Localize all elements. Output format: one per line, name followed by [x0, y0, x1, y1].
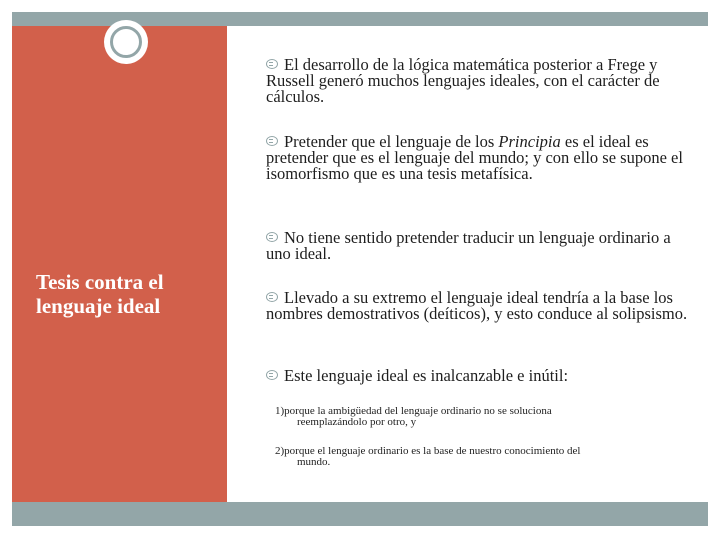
bullet-icon: [266, 59, 278, 69]
bullet-icon: [266, 136, 278, 146]
title-panel: [12, 26, 227, 502]
bullet-icon: [266, 292, 278, 302]
bullet-2: Pretender que el lenguaje de los Principia es el ideal es pretender que es el lenguaje del mundo; y con ello se supone el isomorfismo que es una tesis metafísica.: [266, 132, 683, 183]
bullet-icon: [266, 370, 278, 380]
bullet-4: Llevado a su extremo el lenguaje ideal tendría a la base los nombres demostrativos (deíticos), y esto conduce al solipsismo.: [266, 288, 688, 323]
subpoint-1: 1)porque la ambigüedad del lenguaje ordinario no se soluciona reemplazándolo por otro, y: [275, 405, 552, 428]
bullet-5: Este lenguaje ideal es inalcanzable e inútil:: [266, 368, 696, 384]
slide-title: Tesis contra el lenguaje ideal: [36, 270, 164, 318]
bullet-1: El desarrollo de la lógica matemática posterior a Frege y Russell generó muchos lenguajes ideales, con el carácter de cálculos.: [266, 55, 660, 106]
circle-logo-icon: [104, 20, 148, 64]
bullet-icon: [266, 232, 278, 242]
bullet-3: No tiene sentido pretender traducir un lenguaje ordinario a uno ideal.: [266, 228, 671, 263]
bottom-band: [12, 502, 708, 526]
subpoint-2: 2)porque el lenguaje ordinario es la base de nuestro conocimiento del mundo.: [275, 445, 581, 468]
